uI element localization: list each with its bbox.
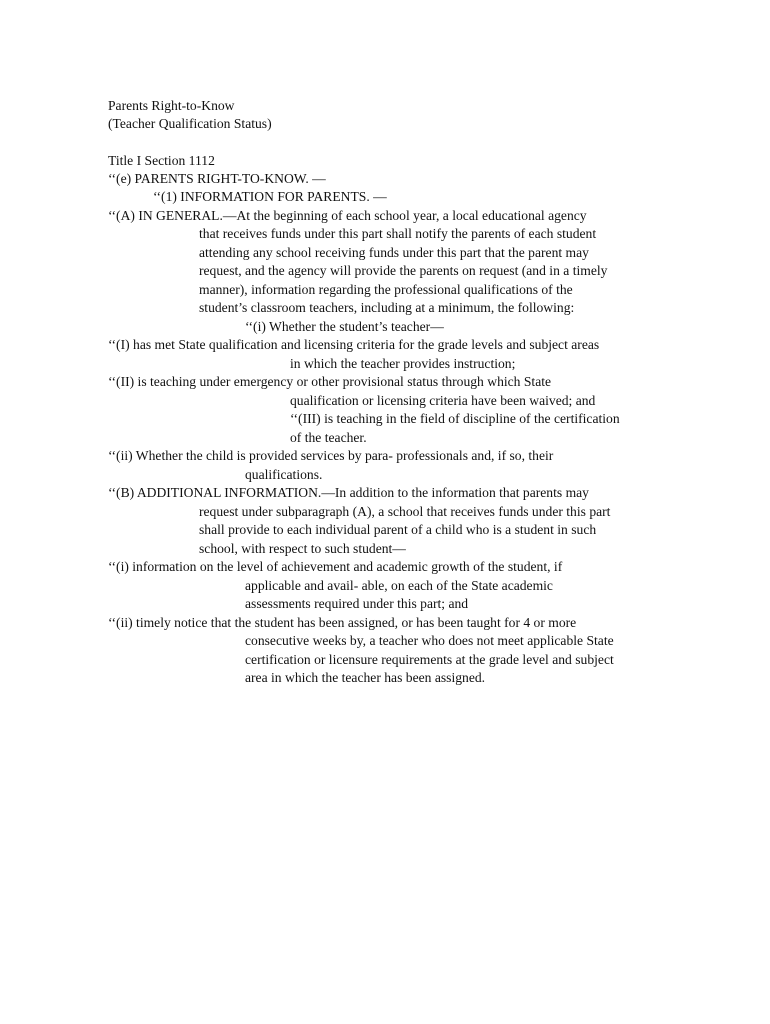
clause-b-item-ii-line: area in which the teacher has been assigned. xyxy=(245,670,486,685)
clause-a-line: request, and the agency will provide the parents on request (and in a timely xyxy=(199,263,608,278)
document-subtitle: (Teacher Qualification Status) xyxy=(108,116,272,131)
document-title: Parents Right-to-Know xyxy=(108,98,235,113)
item-i-line: ‘‘(i) Whether the student’s teacher— xyxy=(245,319,444,334)
clause-a-line: attending any school receiving funds under this part that the parent may xyxy=(199,245,589,260)
clause-b-line: request under subparagraph (A), a school that receives funds under this part xyxy=(199,504,611,519)
clause-b-item-i-line: ‘‘(i) information on the level of achievement and academic growth of the student, if xyxy=(108,559,563,574)
item-III-line: of the teacher. xyxy=(290,430,367,445)
item-II-line: ‘‘(II) is teaching under emergency or other provisional status through which State xyxy=(108,374,552,389)
item-III-line: ‘‘(III) is teaching in the field of discipline of the certification xyxy=(290,411,620,426)
clause-b-line: shall provide to each individual parent of a child who is a student in such xyxy=(199,522,597,537)
clause-b-item-ii-line: certification or licensure requirements at the grade level and subject xyxy=(245,652,614,667)
item-ii-line: ‘‘(ii) Whether the child is provided services by para- professionals and, if so, their xyxy=(108,448,554,463)
clause-a-line: that receives funds under this part shall notify the parents of each student xyxy=(199,226,597,241)
item-II-line: qualification or licensing criteria have been waived; and xyxy=(290,393,596,408)
clause-b-item-ii-line: consecutive weeks by, a teacher who does not meet applicable State xyxy=(245,633,614,648)
clause-b-item-ii-line: ‘‘(ii) timely notice that the student has been assigned, or has been taught for 4 or more xyxy=(108,615,577,630)
subsection-e-heading: ‘‘(e) PARENTS RIGHT-TO-KNOW. — xyxy=(108,171,326,186)
clause-a-line: manner), information regarding the professional qualifications of the xyxy=(199,282,573,297)
item-I-line: ‘‘(I) has met State qualification and licensing criteria for the grade levels and subject areas xyxy=(108,337,600,352)
clause-b-item-i-line: assessments required under this part; and xyxy=(245,596,469,611)
item-ii-line: qualifications. xyxy=(245,467,323,482)
paragraph-1-heading: ‘‘(1) INFORMATION FOR PARENTS. — xyxy=(153,189,387,204)
clause-a-line: ‘‘(A) IN GENERAL.—At the beginning of each school year, a local educational agency xyxy=(108,208,587,223)
item-I-line: in which the teacher provides instruction; xyxy=(290,356,516,371)
clause-b-item-i-line: applicable and avail- able, on each of the State academic xyxy=(245,578,553,593)
clause-a-line: student’s classroom teachers, including at a minimum, the following: xyxy=(199,300,575,315)
section-reference: Title I Section 1112 xyxy=(108,153,215,168)
clause-b-line: ‘‘(B) ADDITIONAL INFORMATION.—In addition to the information that parents may xyxy=(108,485,589,500)
clause-b-line: school, with respect to such student— xyxy=(199,541,406,556)
